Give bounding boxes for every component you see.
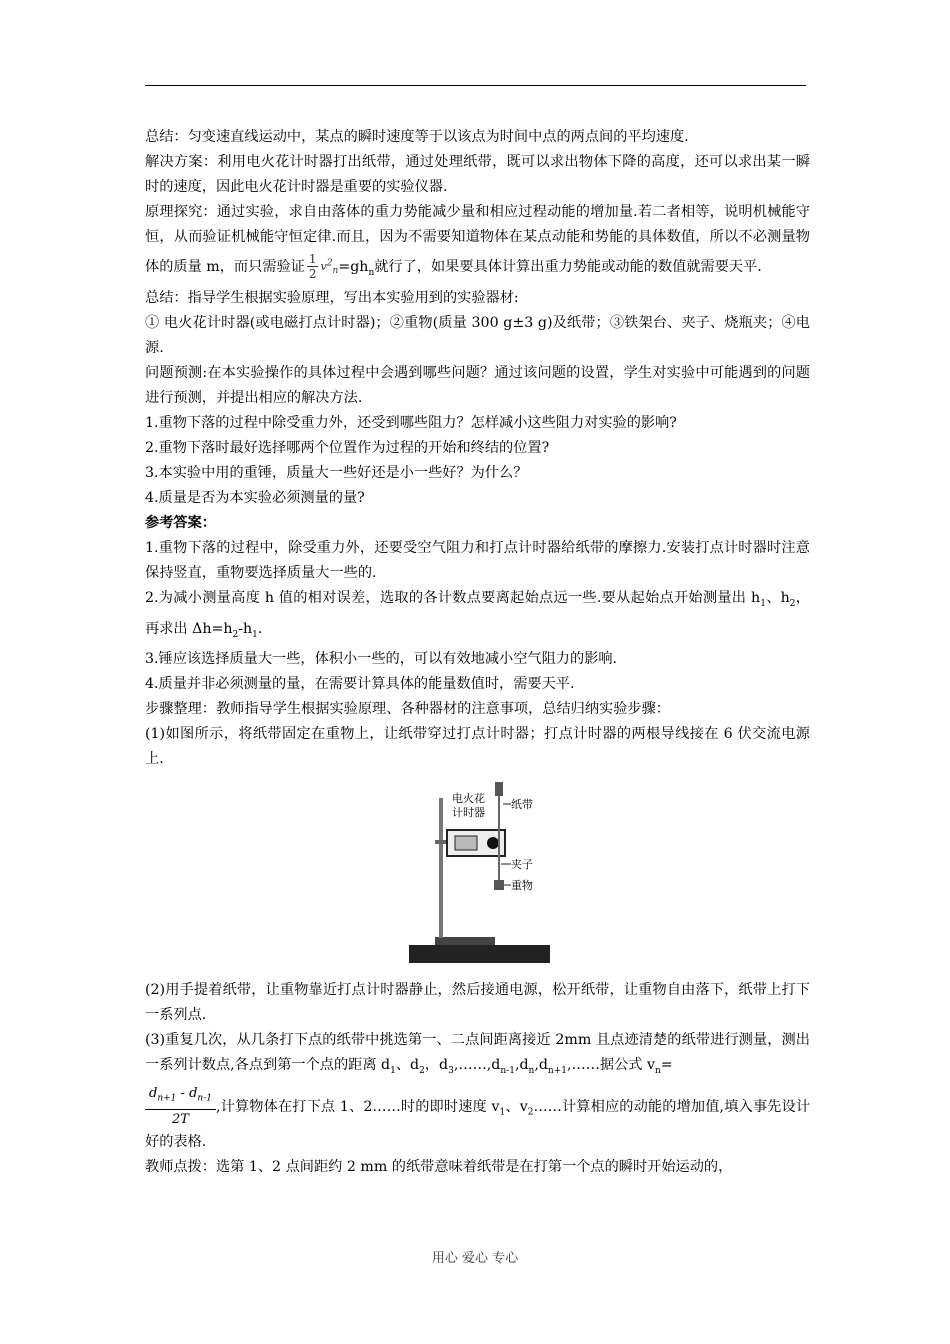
equipment-list: ① 电火花计时器(或电磁打点计时器)；②重物(质量 300 g±3 g)及纸带；③铁架台、夹子、烧瓶夹；④电源. [145,314,810,356]
answer-1: 1.重物下落的过程中，除受重力外，还要受空气阻力和打点计时器给纸带的摩擦力.安装打点计时器时注意保持竖直，重物要选择质量大一些的. [145,539,810,581]
question-4: 4.质量是否为本实验必须测量的量? [145,489,365,506]
question-1: 1.重物下落的过程中除受重力外，还受到哪些阻力？怎样减小这些阻力对实验的影响? [145,414,677,431]
steps-intro: 步骤整理：教师指导学生根据实验原理、各种器材的注意事项，总结归纳实验步骤： [145,701,670,718]
equipment-summary: 总结：指导学生根据实验原理，写出本实验用到的实验器材: [145,289,519,306]
step-3: (3)重复几次，从几条打下点的纸带中挑选第一、二点间距离接近 2mm 且点迹清楚的纸带进行测量，测出一系列计数点,各点到第一个点的距离 $d_1$、$d_2$，$d_3,\dots\dots,d_{n-1},d_n,d_{n+1},\dots\dots$据公式 $v_n=$ $\frac{d_{n+1} - d_{n-1}}{2T}$ ,计算物体在打下点 1、2……时的即时速度 $v_1$、$v_2\dots\dots$计算相应的动能的增加值,填入事先设计好的表格. [145,1032,811,1150]
answers-heading: 参考答案： [145,514,216,531]
page-footer: 用心 爱心 专心 [431,1251,519,1266]
label-clip: 夹子 [511,859,533,872]
label-timer-1: 电火花 [452,793,485,806]
step-2: (2)用手提着纸带，让重物靠近打点计时器静止，然后接通电源，松开纸带，让重物自由落下，纸带上打下一系列点. [145,982,810,1024]
question-2: 2.重物下落时最好选择哪两个位置作为过程的开始和终结的位置? [145,439,550,456]
label-tape: 纸带 [511,799,533,812]
summary-line: 总结：匀变速直线运动中，某点的瞬时速度等于以该点为时间中点的两点间的平均速度. [145,129,689,145]
question-3: 3.本实验中用的重锤，质量大一些好还是小一些好？为什么？ [145,464,528,481]
velocity-formula-fraction: $\frac{d_{n+1} - d_{n-1}}{2T}$ [145,1084,216,1130]
answer-2: 2.为减小测量高度 h 值的相对误差，选取的各计数点要离起始点远一些.要从起始点开始测量出 $h_1$、$h_2$，再求出 $\Delta h=h_2-h_1$. [145,589,810,640]
label-timer-2: 计时器 [452,807,485,820]
header-rule [145,85,806,86]
principle-paragraph: 原理探究：通过实验，求自由落体的重力势能减少量和相应过程动能的增加量.若二者相等，说明机械能守恒，从而验证机械能守恒定律.而且，因为不需要知道物体在某点动能和势能的具体数值，所以不必测量物体的质量 m，而只需验证 $\frac{1}{2}$ $v^2_n=gh_n$就行了，如果要具体计算出重力势能或动能的数值就需要天平. [145,204,810,282]
label-weight: 重物 [511,880,533,893]
apparatus-figure [145,780,810,972]
teacher-note: 教师点拨：选第 1、2 点间距约 2 mm 的纸带意味着纸带是在打第一个点的瞬时开始运动的， [145,1158,733,1175]
problem-prediction: 问题预测:在本实验操作的具体过程中会遇到哪些问题？通过该问题的设置，学生对实验中可能遇到的问题进行预测，并提出相应的解决方法. [145,364,810,406]
velocity-squared: $v^2_n$ [320,257,339,276]
apparatus-diagram [407,780,552,966]
half-fraction: $\frac{1}{2}$ [308,252,317,282]
document-body [145,125,810,1180]
step-1: (1)如图所示，将纸带固定在重物上，让纸带穿过打点计时器；打点计时器的两根导线接在 6 伏交流电源上. [145,726,810,768]
answer-4: 4.质量并非必须测量的量，在需要计算具体的能量数值时，需要天平. [145,676,575,693]
answer-3: 3.锤应该选择质量大一些，体积小一些的，可以有效地减小空气阻力的影响. [145,651,618,668]
solution-paragraph: 解决方案：利用电火花计时器打出纸带，通过处理纸带，既可以求出物体下降的高度，还可以求出某一瞬时的速度，因此电火花计时器是重要的实验仪器. [145,154,810,195]
